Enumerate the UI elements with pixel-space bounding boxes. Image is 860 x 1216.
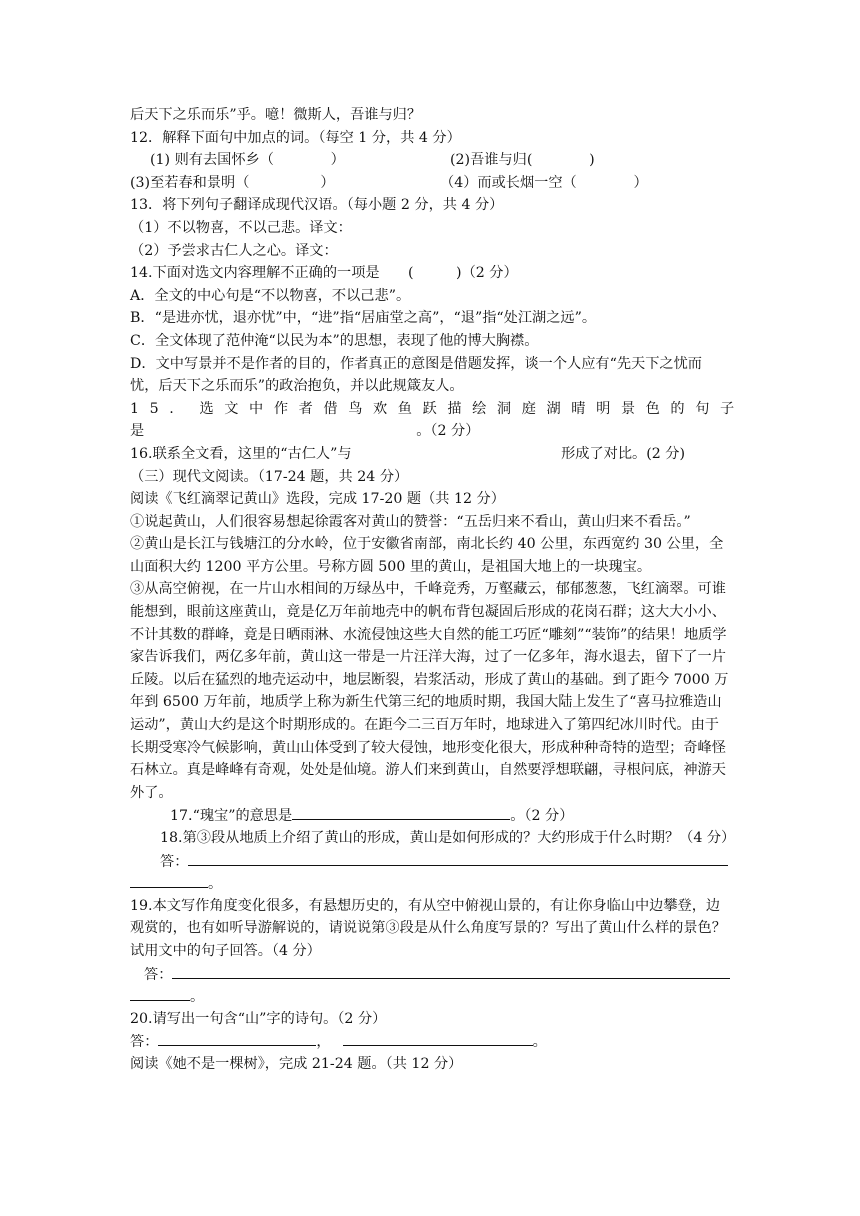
reading-2-instruction: 阅读《她不是一棵树》，完成 21-24 题。（共 12 分） <box>130 1055 463 1072</box>
question-18-blank-2[interactable] <box>130 872 208 888</box>
question-17-suffix: 。（2 分） <box>510 808 574 825</box>
question-18-end: 。 <box>208 876 223 893</box>
question-15-suffix: 。（2 分） <box>416 423 480 440</box>
question-20-answer-label: 答： <box>130 1034 159 1051</box>
question-14: 14.下面对选文内容理解不正确的一项是 ( )（2 分） <box>130 265 518 282</box>
question-14-option-b: B．“是进亦忧，退亦忧”中，“进”指“居庙堂之高”，“退”指“处江湖之远”。 <box>130 310 597 327</box>
question-13-item2: （2）予尝求古仁人之心。译文： <box>130 242 338 259</box>
reading-1-instruction: 阅读《飞红滴翠记黄山》选段，完成 17-20 题（共 12 分） <box>130 491 505 508</box>
question-17 <box>130 804 730 827</box>
question-20: 20.请写出一句含“山”字的诗句。（2 分） <box>130 1010 387 1027</box>
exam-page <box>130 104 745 1076</box>
text-line: 后天下之乐而乐”乎。噫！微斯人，吾谁与归？ <box>130 107 422 123</box>
question-12-item1: (1) 则有去国怀乡（ ） <box>150 152 345 169</box>
question-16-prefix: 16.联系全文看，这里的“古仁人”与 <box>130 445 352 462</box>
question-20-blank-2[interactable] <box>343 1030 533 1046</box>
question-20-comma: ， <box>316 1034 331 1051</box>
question-19-blank-2[interactable] <box>130 985 190 1001</box>
question-14-option-a: A．全文的中心句是“不以物喜，不以己悲”。 <box>130 287 411 304</box>
question-12-item3: (3)至若春和景明（ ） <box>130 174 335 191</box>
question-18-answer-cont <box>130 872 730 895</box>
question-18: 18.第③段从地质上介绍了黄山的形成，黄山是如何形成的？大约形成于什么时期？（4 分） <box>160 830 736 846</box>
question-12-item2: (2)吾谁与归( ) <box>450 152 595 169</box>
question-19-blank[interactable] <box>172 963 730 979</box>
question-14-option-d: D．文中写景并不是作者的目的，作者真正的意图是借题发挥，谈一个人应有“先天下之忧而忧，后天下之乐而乐”的政治抱负，并以此规箴友人。 <box>130 355 702 395</box>
question-14-option-c: C．全文体现了范仲淹“以民为本”的思想，表现了他的博大胸襟。 <box>130 332 539 349</box>
question-12-row1 <box>130 149 730 172</box>
question-13-item1: （1）不以物喜，不以己悲。译文： <box>130 219 352 236</box>
question-20-answer <box>130 1030 730 1053</box>
question-15-answer-line <box>130 420 730 443</box>
question-12-row2 <box>130 172 730 195</box>
question-18-blank[interactable] <box>188 850 728 866</box>
question-20-blank-1[interactable] <box>158 1030 316 1046</box>
question-19: 19.本文写作角度变化很多，有悬想历史的，有从空中俯视山景的，有让你身临山中边攀登，边观赏的，也有如听导游解说的，请说说第③段是从什么角度写景的？写出了黄山什么样的景色？试用文中的句子回答。（4 分） <box>130 897 726 959</box>
question-15-prefix: 是 <box>130 423 145 440</box>
question-19-answer-label: 答： <box>144 966 173 983</box>
question-18-answer <box>130 850 730 873</box>
question-19-answer <box>130 963 730 986</box>
question-18-answer-label: 答： <box>160 853 189 870</box>
question-20-end: 。 <box>532 1034 547 1051</box>
question-15: 15. 选文中作者借鸟欢鱼跃描绘洞庭湖晴明景色的句子 <box>130 400 745 417</box>
paragraph-3: ③从高空俯视，在一片山水相间的万绿丛中，千峰竞秀，万壑藏云，郁郁葱葱，飞红滴翠。可谁能想到，眼前这座黄山，竟是亿万年前地壳中的帆布背包凝固后形成的花岗石群；这大大小小、不计其数的群峰，竟是日晒雨淋、水流侵蚀这些大自然的能工巧匠“雕刻”“装饰”的结果！地质学家告诉我们，两亿多年前，黄山这一带是一片汪洋大海，过了一亿多年，海水退去，留下了一片丘陵。以后在猛烈的地壳运动中，地层断裂，岩浆活动，形成了黄山的基础。到了距今 7000 万年到 6500 万年前，地质学上称为新生代第三纪的地质时期，我国大陆上发生了“喜马拉雅造山运动”，黄山大约是这个时期形成的。在距今二三百万年时，地球进入了第四纪冰川时代。由于长期受寒冷气候影响，黄山山体受到了较大侵蚀，地形变化很大，形成种种奇特的造型；奇峰怪石林立。真是峰峰有奇观，处处是仙境。游人们来到黄山，自然要浮想联翩，寻根问底，神游天外了。 <box>130 581 729 801</box>
question-19-answer-cont <box>130 985 730 1008</box>
question-16 <box>130 443 730 466</box>
paragraph-2: ②黄山是长江与钱塘江的分水岭，位于安徽省南部，南北长约 40 公里，东西宽约 30 公里，全山面积大约 1200 平方公里。号称方圆 500 里的黄山，是祖国大地上的一块瑰宝。 <box>130 536 724 575</box>
question-15-blank[interactable] <box>144 420 416 435</box>
section-3-heading: （三）现代文阅读。（17-24 题，共 24 分） <box>130 468 409 485</box>
question-17-prefix: 17.“瑰宝”的意思是 <box>170 808 293 825</box>
question-12: 12．解释下面句中加点的词。（每空 1 分，共 4 分） <box>130 129 461 146</box>
question-16-suffix: 形成了对比。(2 分) <box>561 445 685 462</box>
question-13: 13．将下列句子翻译成现代汉语。（每小题 2 分，共 4 分） <box>130 197 504 214</box>
question-17-blank[interactable] <box>292 804 510 820</box>
question-12-item4: （4）而或长烟一空（ ） <box>440 174 648 191</box>
paragraph-1: ①说起黄山，人们很容易想起徐霞客对黄山的赞誉：“五岳归来不看山，黄山归来不看岳。” <box>130 513 691 530</box>
question-19-end: 。 <box>190 989 205 1006</box>
